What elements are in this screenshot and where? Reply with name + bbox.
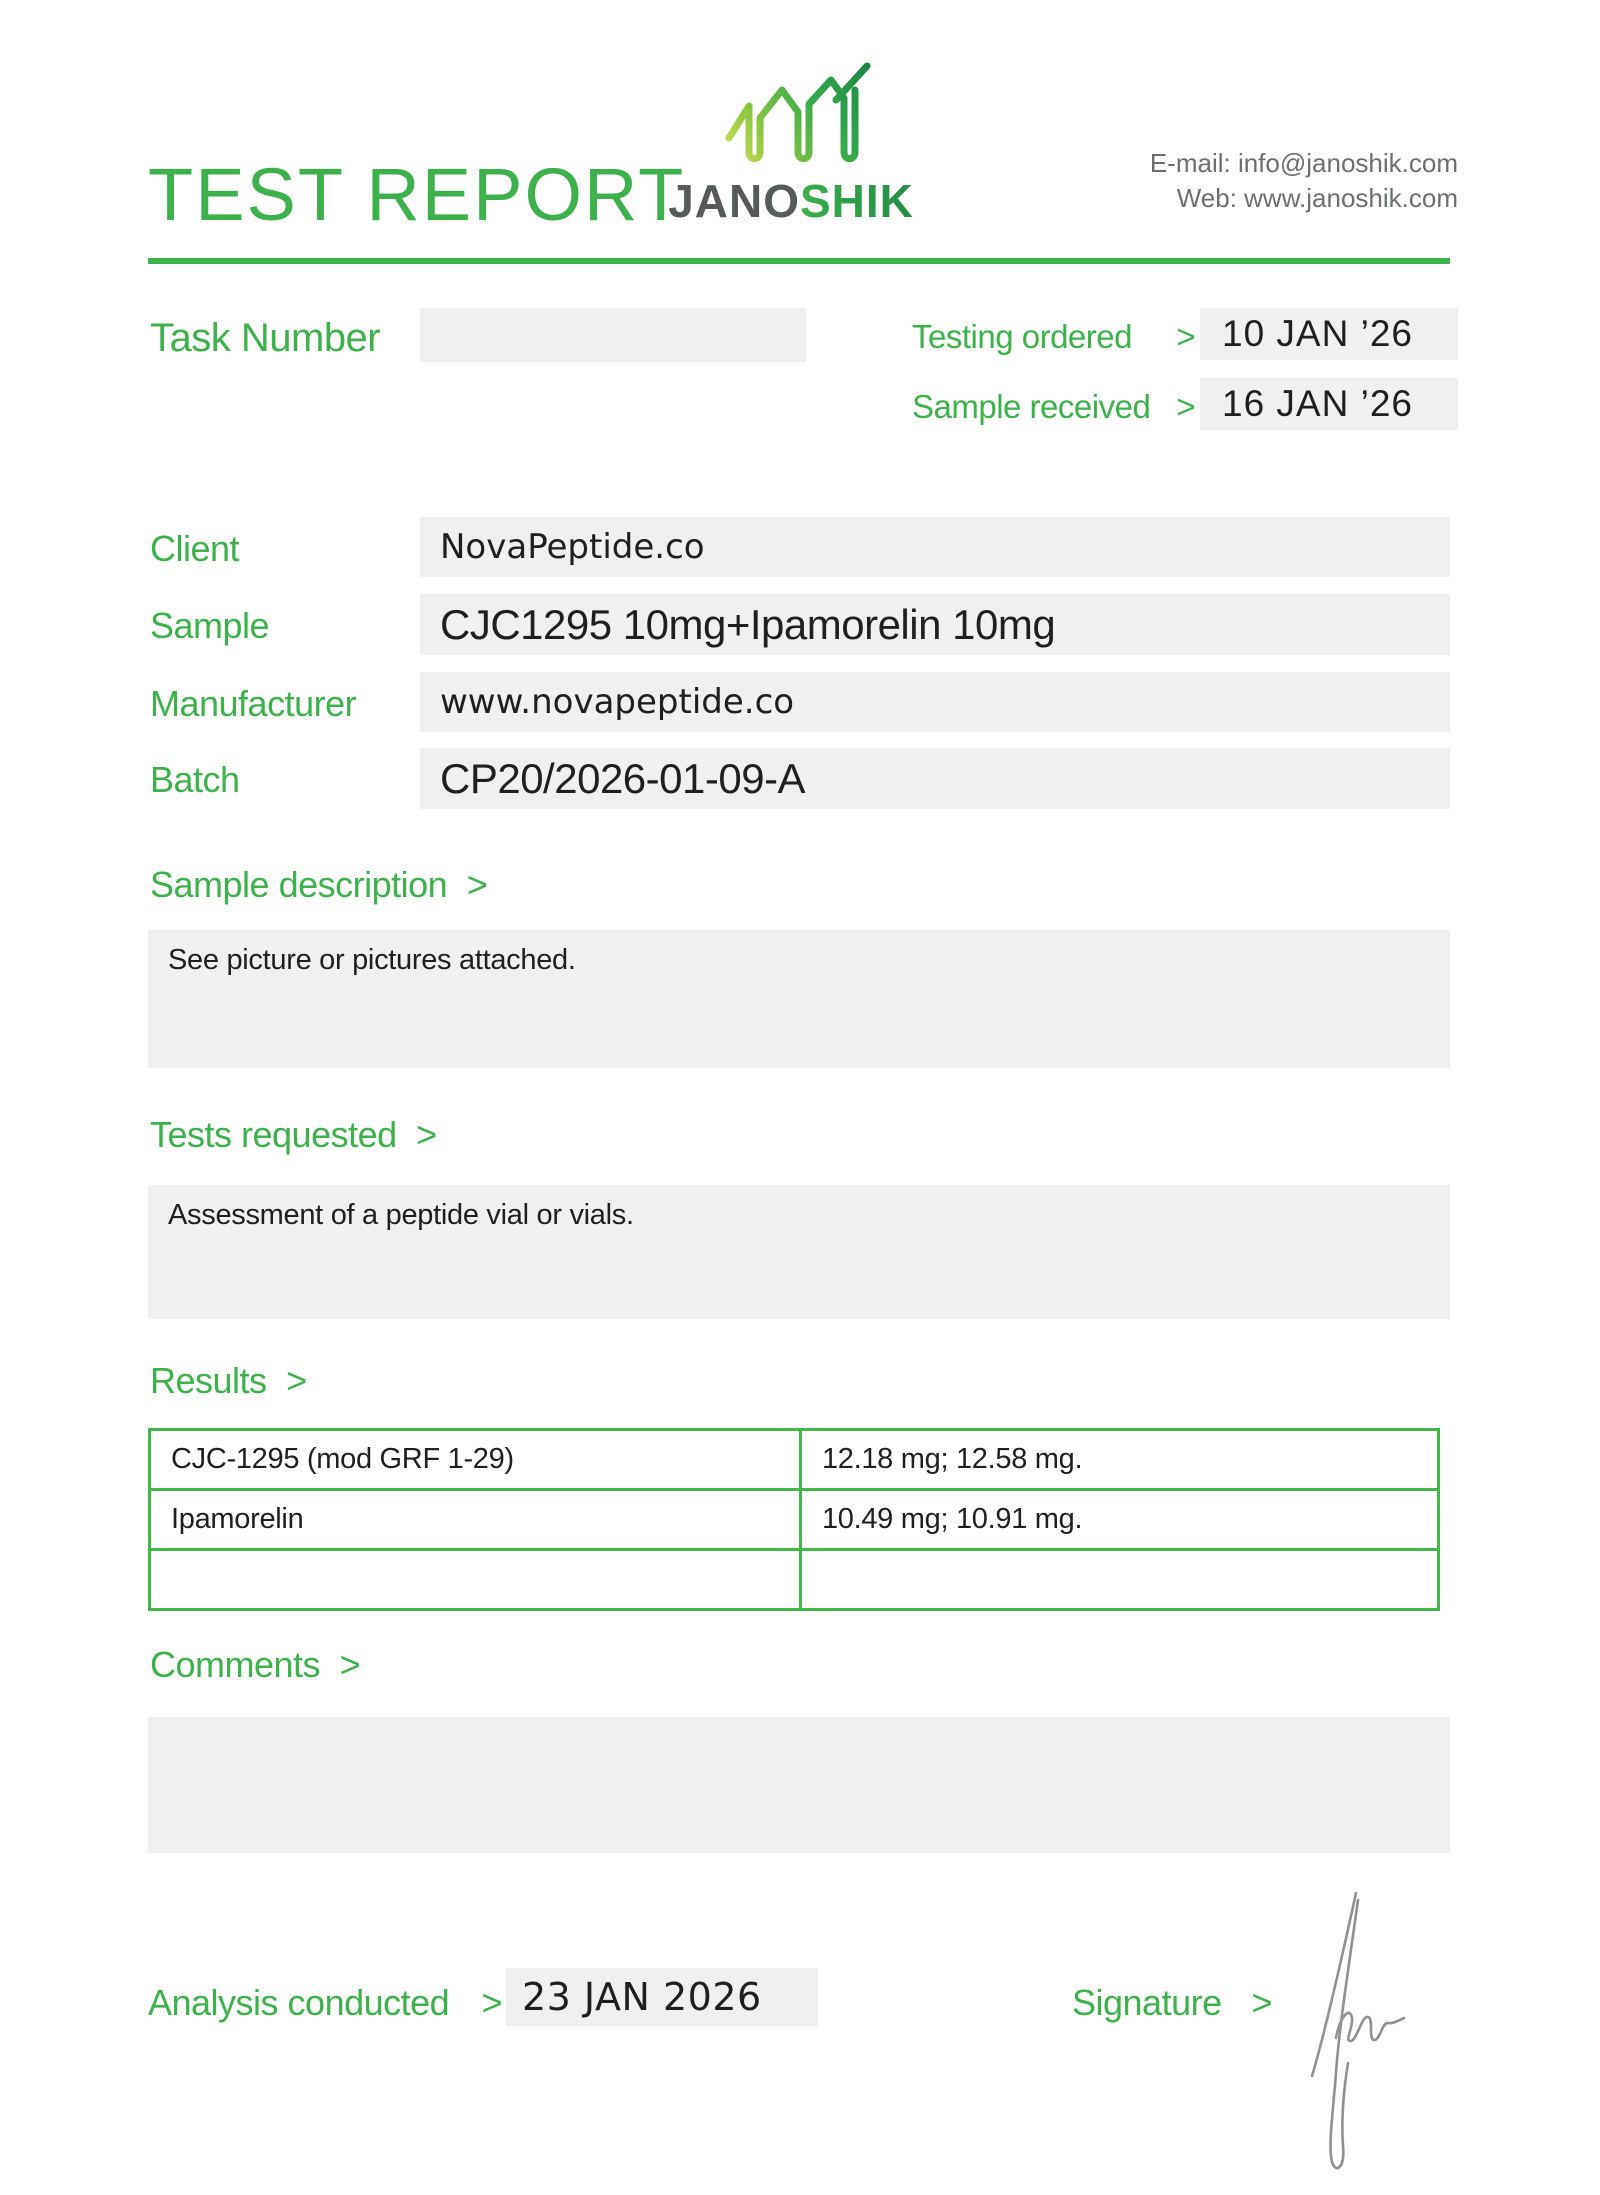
comments-heading: Comments > — [150, 1644, 361, 1685]
testing-ordered-value: 10 JAN ’26 — [1222, 313, 1413, 354]
comments-box — [148, 1717, 1450, 1853]
analysis-date-field — [506, 1968, 818, 2026]
client-field — [420, 517, 1450, 577]
testing-ordered-label: Testing ordered — [912, 318, 1132, 355]
analyte-cell — [150, 1550, 801, 1610]
chevron-right-icon: > — [481, 1982, 502, 2023]
tests-requested-text: Assessment of a peptide vial or vials. — [168, 1199, 634, 1231]
result-cell: 10.49 mg; 10.91 mg. — [800, 1490, 1438, 1550]
header-divider — [148, 258, 1450, 264]
contact-email: E-mail: info@janoshik.com — [1149, 148, 1458, 178]
chevron-right-icon: > — [339, 1644, 361, 1685]
task-number-field — [420, 308, 806, 362]
analyte-cell: CJC-1295 (mod GRF 1-29) — [150, 1430, 801, 1490]
chevron-right-icon: > — [1176, 318, 1195, 355]
chevron-right-icon: > — [286, 1360, 307, 1401]
batch-value: CP20/2026-01-09-A — [440, 754, 806, 802]
tests-requested-box — [148, 1185, 1450, 1319]
signature-label: Signature — [1072, 1982, 1222, 2023]
batch-label: Batch — [150, 759, 240, 800]
tests-requested-heading: Tests requested > — [150, 1114, 437, 1155]
logo-text-green: SHIK — [800, 175, 914, 227]
results-table — [148, 1428, 1440, 1611]
sample-received-field — [1200, 378, 1458, 430]
chevron-right-icon: > — [1176, 388, 1195, 425]
result-cell — [800, 1550, 1438, 1610]
trend-chart-logo-icon — [710, 58, 890, 170]
table-row — [150, 1490, 1439, 1550]
chevron-right-icon: > — [1251, 1982, 1272, 2023]
batch-field — [420, 748, 1450, 809]
testing-ordered-row — [912, 318, 1195, 356]
sample-received-row — [912, 388, 1195, 426]
chevron-right-icon: > — [466, 864, 488, 905]
sample-description-box — [148, 930, 1450, 1068]
manufacturer-field — [420, 672, 1450, 732]
table-row — [150, 1430, 1439, 1490]
janoshik-logo — [660, 58, 940, 232]
signature-handwriting — [1292, 1878, 1407, 2178]
table-row — [150, 1550, 1439, 1610]
contact-info — [1150, 146, 1458, 216]
task-number-label: Task Number — [150, 316, 381, 360]
janoshik-wordmark — [669, 175, 931, 227]
analyte-cell: Ipamorelin — [150, 1490, 801, 1550]
contact-web: Web: www.janoshik.com — [1176, 183, 1458, 213]
testing-ordered-field — [1200, 308, 1458, 360]
analysis-conducted-label: Analysis conducted — [148, 1982, 450, 2023]
manufacturer-label: Manufacturer — [150, 683, 357, 724]
sample-received-label: Sample received — [912, 388, 1151, 425]
sample-field — [420, 594, 1450, 655]
manufacturer-value: www.novapeptide.co — [440, 682, 795, 722]
sample-value: CJC1295 10mg+Ipamorelin 10mg — [440, 600, 1056, 648]
results-heading: Results > — [150, 1360, 307, 1401]
client-label: Client — [150, 528, 240, 569]
result-cell: 12.18 mg; 12.58 mg. — [800, 1430, 1438, 1490]
sample-received-value: 16 JAN ’26 — [1222, 383, 1413, 424]
client-value: NovaPeptide.co — [440, 527, 705, 567]
sample-label: Sample — [150, 605, 270, 646]
analysis-date-value: 23 JAN 2026 — [522, 1975, 762, 2019]
signature-row — [1072, 1982, 1272, 2024]
page-title: TEST REPORT — [148, 153, 686, 236]
analysis-conducted-row — [148, 1982, 502, 2024]
logo-text-dark: JANO — [669, 175, 800, 227]
sample-description-text: See picture or pictures attached. — [168, 944, 576, 976]
chevron-right-icon: > — [416, 1114, 437, 1155]
sample-description-heading: Sample description > — [150, 864, 488, 905]
